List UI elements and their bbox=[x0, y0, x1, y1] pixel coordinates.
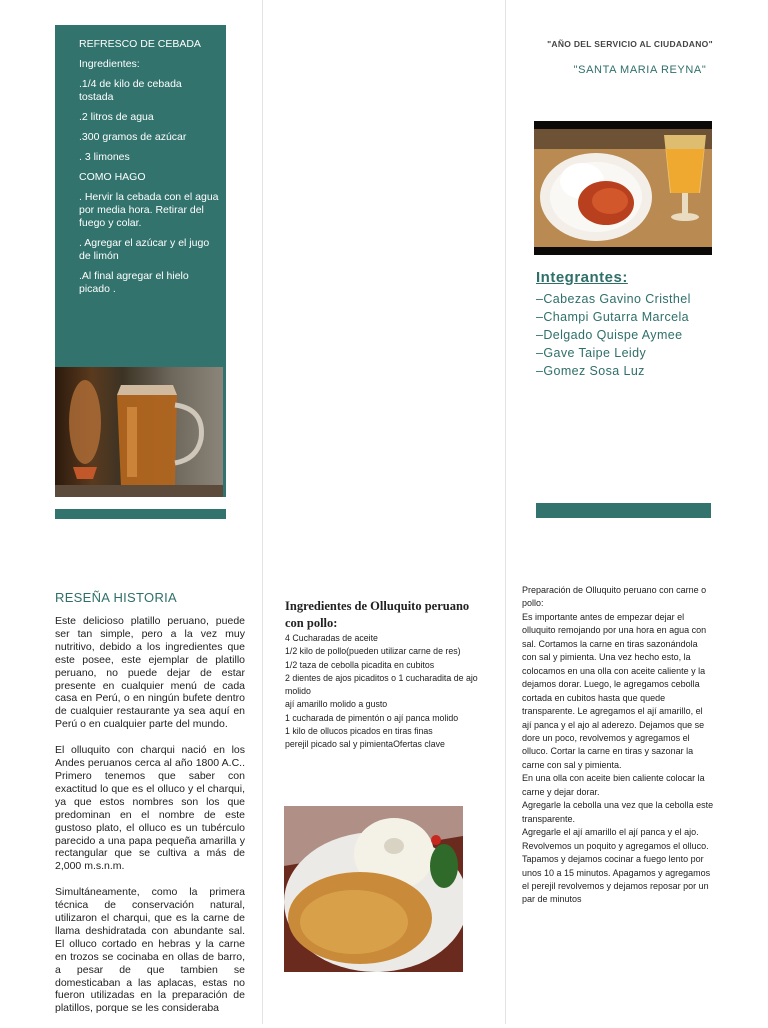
olluquito-rice-photo bbox=[284, 806, 463, 972]
refresco-recipe bbox=[79, 38, 219, 303]
refresco-ingredient: .300 gramos de azúcar bbox=[79, 131, 187, 143]
motto-text: "AÑO DEL SERVICIO AL CIUDADANO" bbox=[547, 39, 713, 49]
ingrediente-item: ají amarillo molido a gusto bbox=[285, 699, 388, 710]
integrantes-list bbox=[536, 290, 691, 380]
preparacion-line: Es importante antes de empezar dejar el olluquito remojando por una hora en agua con sal. Cortamos la carne en tiras sazonándola con sal y pimienta. Una vez hecho esto, la colocamos en una olla con aceite caliente y la dejamos dorar. Luego, le agregamos cebolla cortada en cubitos hasta que quede transparente. Le agregamos el ají amarillo, el ají panca y el ajo al aderezo. Dejamos que se dore un poco, revolvemos y agregamos el olluco. Cortar la carne en tiras y sazonar la carne con sal y pimienta. bbox=[522, 611, 707, 770]
preparacion-line: En una olla con aceite bien caliente colocar la carne y dejar dorar. bbox=[522, 773, 705, 797]
panel-fold-line bbox=[505, 0, 506, 1024]
decorative-bar bbox=[55, 509, 226, 519]
refresco-step: .Al final agregar el hielo picado . bbox=[79, 270, 189, 295]
refresco-ingredient: .2 litros de agua bbox=[79, 111, 154, 123]
ingredientes-title: Ingredientes de Olluquito peruano con pollo: bbox=[285, 599, 470, 630]
decorative-bar bbox=[536, 503, 711, 518]
refresco-title: REFRESCO DE CEBADA bbox=[79, 38, 201, 50]
resena-paragraph: Simultáneamente, como la primera técnica de conservación natural, utilizaron el charqui, que es la carne de llama deshidratada con abundante sal. El olluco cortado en hebras y la carne en trozos se cocinaba en ollas de barro, a pesar de que tambien se domesticaban a las aplacas, estas no fueron utilizadas en la preparación de platillos, porque se les consideraba bbox=[55, 886, 245, 1015]
refresco-step: . Hervir la cebada con el agua por media hora. Retirar del fuego y colar. bbox=[79, 191, 219, 229]
school-name: "SANTA MARIA REYNA" bbox=[573, 64, 707, 76]
ingrediente-item: 1 kilo de ollucos picados en tiras finas bbox=[285, 726, 433, 737]
resena-paragraph: El olluquito con charqui nació en los Andes peruanos cerca al año 1800 A.C.. Primero tenemos que saber con exactitud lo que es el olluco y el charqui, ya que estos nombres son los que predominan en el nombre de este gustoso plato, el olluco es un tubérculo parecido a una papa pequeña amarilla y rectangular que se cultiva a más de 2,000 m.s.n.m. bbox=[55, 744, 245, 873]
ingrediente-item: 4 Cucharadas de aceite bbox=[285, 633, 378, 643]
integrantes-title: Integrantes: bbox=[536, 269, 628, 286]
preparacion-line: Tapamos y dejamos cocinar a fuego lento por unos 10 a 15 minutos. Apagamos y agregamos el perejil revolvemos y dejamos reposar por un par de minutos bbox=[522, 854, 711, 905]
integrante-name: –Delgado Quispe Aymee bbox=[536, 328, 683, 342]
panel-fold-line bbox=[262, 0, 263, 1024]
preparacion-line: Agregarle la cebolla una vez que la cebolla este transparente. bbox=[522, 800, 714, 824]
integrante-name: –Champi Gutarra Marcela bbox=[536, 310, 690, 324]
integrante-name: –Gave Taipe Leidy bbox=[536, 346, 647, 360]
refresco-ingredient: . 3 limones bbox=[79, 151, 130, 163]
preparacion-line: Preparación de Olluquito peruano con carne o pollo: bbox=[522, 585, 707, 609]
ingrediente-item: 1/2 kilo de pollo(pueden utilizar carne de res) bbox=[285, 646, 461, 657]
refresco-ingredients-label: Ingredientes: bbox=[79, 58, 140, 70]
preparacion-body bbox=[522, 584, 714, 907]
olluquito-dish-photo bbox=[534, 121, 712, 255]
ingrediente-item: perejil picado sal y pimientaOfertas clave bbox=[285, 739, 445, 750]
ingrediente-item: 1/2 taza de cebolla picadita en cubitos bbox=[285, 659, 435, 670]
resena-title: RESEÑA HISTORIA bbox=[55, 590, 178, 605]
resena-paragraph: Este delicioso platillo peruano, puede ser tan simple, pero a la vez muy nutritivo, debido a los ingredientes que este posee, este ejemplar de platillo peruano, no puede dejar de estar presente en cualquier menú de cada casa en Perú, o en ningún bufete dentro de cualquier restaurante ya sea aquí en Perú o en cualquier parte del mundo. bbox=[55, 615, 245, 731]
refresco-ingredient: .1/4 de kilo de cebada tostada bbox=[79, 78, 182, 103]
refresco-step: . Agregar el azúcar y el jugo de limón bbox=[79, 237, 210, 262]
resena-body bbox=[55, 615, 245, 1028]
preparacion-line: Agregarle el ají amarillo el ají panca y el ajo. Revolvemos un poquito y agregamos el olluco. bbox=[522, 827, 709, 851]
ingrediente-item: 2 dientes de ajos picaditos o 1 cucharadita de ajo molido bbox=[285, 672, 478, 697]
integrante-name: –Gomez Sosa Luz bbox=[536, 364, 645, 378]
integrante-name: –Cabezas Gavino Cristhel bbox=[536, 292, 691, 306]
ingredientes-list bbox=[285, 632, 485, 752]
refresco-how-label: COMO HAGO bbox=[79, 171, 146, 183]
cebada-pitcher-photo bbox=[55, 367, 223, 497]
ingrediente-item: 1 cucharada de pimentón o ají panca molido bbox=[285, 712, 459, 723]
